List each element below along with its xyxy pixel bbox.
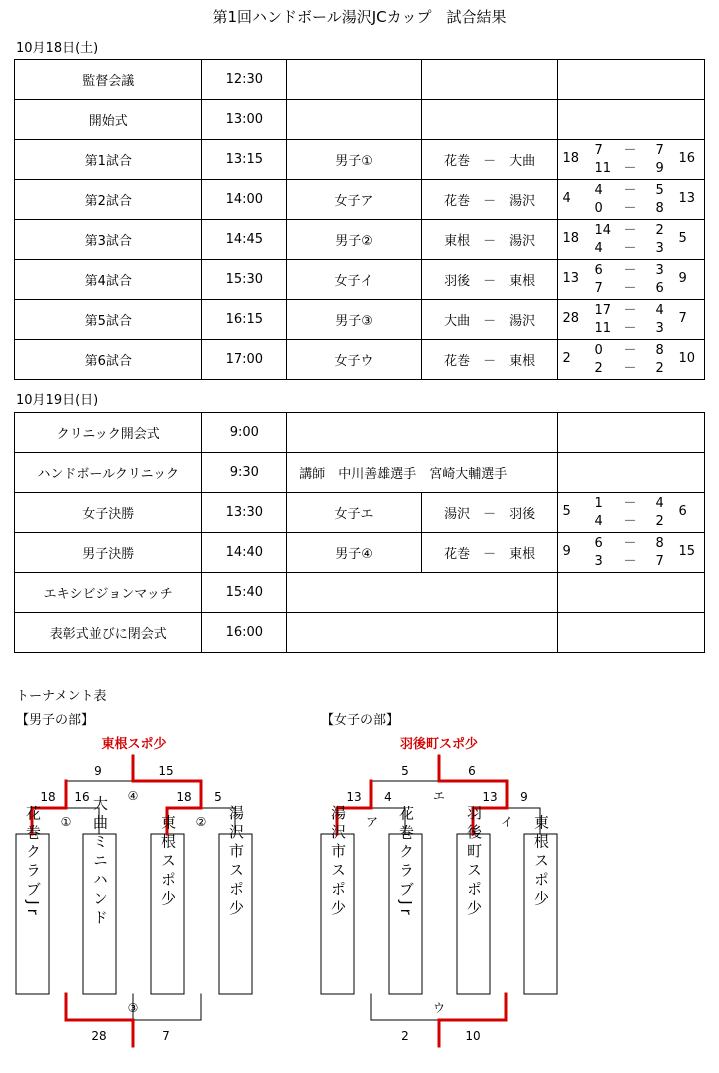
women-match-a-label: ア <box>365 815 379 829</box>
score-half2-left: 11 <box>594 161 612 176</box>
score-half1-right: 3 <box>655 263 664 278</box>
day1-date: 10月18日(土) <box>16 41 99 56</box>
score-right-total: 7 <box>678 311 687 326</box>
match-cell: 花巻 － 東根 <box>421 533 558 573</box>
women-team-name: 花巻クラブJr <box>397 805 415 919</box>
score-half2-right: 3 <box>655 241 664 256</box>
bracket-heading: トーナメント表 <box>16 689 107 704</box>
division-cell: 女子ア <box>287 180 422 220</box>
score-half2-right: 3 <box>655 321 664 336</box>
score-half1-left: 17 <box>594 303 612 318</box>
event-cell: クリニック開会式 <box>15 413 202 453</box>
women-section-label: 【女子の部】 <box>321 713 400 728</box>
score-half1-dash: － <box>623 496 637 511</box>
time-cell: 14:45 <box>202 220 287 260</box>
women-match-u-score-right: 10 <box>465 1029 481 1043</box>
women-team-name: 東根スポ少 <box>532 814 550 910</box>
score-half1-left: 7 <box>594 143 603 158</box>
score-half2-left: 4 <box>594 514 603 529</box>
score-left-total: 2 <box>562 351 571 366</box>
time-cell: 13:30 <box>202 493 287 533</box>
men-match-1-label: ① <box>60 815 72 829</box>
score-half2-dash: － <box>623 554 637 569</box>
score-left-total: 13 <box>562 271 580 286</box>
score-half1-dash: － <box>623 343 637 358</box>
time-cell: 13:15 <box>202 140 287 180</box>
men-match-3-score-right: 7 <box>162 1029 170 1043</box>
score-left-total: 18 <box>562 151 580 166</box>
event-cell: 監督会議 <box>15 60 202 100</box>
note-cell: 講師 中川善雄選手 宮崎大輔選手 <box>287 453 558 493</box>
score-half2-left: 11 <box>594 321 612 336</box>
score-half1-right: 7 <box>655 143 664 158</box>
match-cell: 湯沢 － 羽後 <box>421 493 558 533</box>
score-half2-left: 4 <box>594 241 603 256</box>
division-cell: 男子② <box>287 220 422 260</box>
time-cell: 16:00 <box>202 613 287 653</box>
men-team-name: 大曲ミニハンド <box>91 795 109 929</box>
women-match-a-score-right: 4 <box>384 790 392 804</box>
division-cell: 男子④ <box>287 533 422 573</box>
score-half2-dash: － <box>623 514 637 529</box>
women-match-u-label: ウ <box>432 1001 446 1015</box>
score-half1-right: 8 <box>655 343 664 358</box>
score-right-total: 15 <box>678 544 696 559</box>
event-cell: エキシビジョンマッチ <box>15 573 202 613</box>
event-cell: 男子決勝 <box>15 533 202 573</box>
event-cell: 表彰式並びに閉会式 <box>15 613 202 653</box>
match-cell: 東根 － 湯沢 <box>421 220 558 260</box>
women-final-score-left: 5 <box>401 764 409 778</box>
men-final-score-left: 9 <box>94 764 102 778</box>
score-half1-right: 2 <box>655 223 664 238</box>
men-match-1-score-right: 16 <box>74 790 90 804</box>
time-cell: 15:40 <box>202 573 287 613</box>
score-right-total: 9 <box>678 271 687 286</box>
men-team-name: 花巻クラブJr <box>24 805 42 919</box>
score-half1-left: 14 <box>594 223 612 238</box>
division-cell: 男子③ <box>287 300 422 340</box>
event-cell: 第2試合 <box>15 180 202 220</box>
women-match-e-label: エ <box>432 789 446 803</box>
time-cell: 12:30 <box>202 60 287 100</box>
score-left-total: 9 <box>562 544 571 559</box>
time-cell: 14:00 <box>202 180 287 220</box>
score-half1-dash: － <box>623 536 637 551</box>
time-cell: 14:40 <box>202 533 287 573</box>
women-match-a-score-left: 13 <box>346 790 362 804</box>
score-half2-left: 0 <box>594 201 603 216</box>
day2-date: 10月19日(日) <box>16 393 99 408</box>
women-match-i-score-right: 9 <box>520 790 528 804</box>
score-half2-right: 8 <box>655 201 664 216</box>
score-half1-right: 5 <box>655 183 664 198</box>
score-half1-left: 0 <box>594 343 603 358</box>
men-match-4-label: ④ <box>127 789 139 803</box>
division-cell: 女子エ <box>287 493 422 533</box>
score-half1-dash: － <box>623 223 637 238</box>
score-half1-right: 8 <box>655 536 664 551</box>
men-match-3-score-left: 28 <box>91 1029 107 1043</box>
score-half1-left: 1 <box>594 496 603 511</box>
men-match-2-score-left: 18 <box>176 790 192 804</box>
women-match-i-label: イ <box>500 815 514 829</box>
score-half1-right: 4 <box>655 303 664 318</box>
score-half1-dash: － <box>623 303 637 318</box>
score-half2-right: 7 <box>655 554 664 569</box>
score-half1-dash: － <box>623 263 637 278</box>
score-half1-right: 4 <box>655 496 664 511</box>
men-match-3-label: ③ <box>127 1001 139 1015</box>
score-right-total: 10 <box>678 351 696 366</box>
event-cell: 第6試合 <box>15 340 202 380</box>
men-match-2-label: ② <box>195 815 207 829</box>
score-half1-left: 4 <box>594 183 603 198</box>
division-cell: 女子ウ <box>287 340 422 380</box>
score-right-total: 5 <box>678 231 687 246</box>
event-cell: 女子決勝 <box>15 493 202 533</box>
event-cell: 第5試合 <box>15 300 202 340</box>
match-cell: 羽後 － 東根 <box>421 260 558 300</box>
score-half1-left: 6 <box>594 263 603 278</box>
score-right-total: 6 <box>678 504 687 519</box>
score-left-total: 18 <box>562 231 580 246</box>
event-cell: 開始式 <box>15 100 202 140</box>
time-cell: 9:00 <box>202 413 287 453</box>
score-half2-left: 3 <box>594 554 603 569</box>
score-half2-dash: － <box>623 321 637 336</box>
women-team-name: 湯沢市スポ少 <box>329 805 347 919</box>
women-team-name: 羽後町スポ少 <box>465 805 483 919</box>
score-left-total: 5 <box>562 504 571 519</box>
score-half2-right: 2 <box>655 361 664 376</box>
division-cell: 男子① <box>287 140 422 180</box>
time-cell: 13:00 <box>202 100 287 140</box>
score-half1-dash: － <box>623 143 637 158</box>
match-cell: 大曲 － 湯沢 <box>421 300 558 340</box>
score-left-total: 4 <box>562 191 571 206</box>
score-right-total: 16 <box>678 151 696 166</box>
time-cell: 9:30 <box>202 453 287 493</box>
match-cell: 花巻 － 大曲 <box>421 140 558 180</box>
score-half2-dash: － <box>623 161 637 176</box>
score-half2-left: 7 <box>594 281 603 296</box>
match-cell: 花巻 － 東根 <box>421 340 558 380</box>
women-match-i-score-left: 13 <box>482 790 498 804</box>
score-half2-right: 6 <box>655 281 664 296</box>
division-cell: 女子イ <box>287 260 422 300</box>
score-half2-dash: － <box>623 201 637 216</box>
men-team-name: 湯沢市スポ少 <box>227 805 245 919</box>
event-cell: ハンドボールクリニック <box>15 453 202 493</box>
men-match-1-score-left: 18 <box>40 790 56 804</box>
score-half2-left: 2 <box>594 361 603 376</box>
event-cell: 第4試合 <box>15 260 202 300</box>
score-half2-dash: － <box>623 361 637 376</box>
score-half2-dash: － <box>623 281 637 296</box>
score-half1-left: 6 <box>594 536 603 551</box>
match-cell: 花巻 － 湯沢 <box>421 180 558 220</box>
score-half1-dash: － <box>623 183 637 198</box>
event-cell: 第3試合 <box>15 220 202 260</box>
men-champion-label: 東根スポ少 <box>101 737 167 752</box>
men-match-2-score-right: 5 <box>214 790 222 804</box>
score-half2-dash: － <box>623 241 637 256</box>
time-cell: 16:15 <box>202 300 287 340</box>
men-final-score-right: 15 <box>158 764 174 778</box>
score-half2-right: 2 <box>655 514 664 529</box>
time-cell: 17:00 <box>202 340 287 380</box>
men-team-name: 東根スポ少 <box>159 814 177 910</box>
score-left-total: 28 <box>562 311 580 326</box>
women-match-u-score-left: 2 <box>401 1029 409 1043</box>
men-section-label: 【男子の部】 <box>16 713 95 728</box>
women-champion-label: 羽後町スポ少 <box>399 737 479 752</box>
women-final-score-right: 6 <box>468 764 476 778</box>
score-right-total: 13 <box>678 191 696 206</box>
page-title: 第1回ハンドボール湯沢JCカップ 試合結果 <box>212 8 507 26</box>
time-cell: 15:30 <box>202 260 287 300</box>
event-cell: 第1試合 <box>15 140 202 180</box>
score-half2-right: 9 <box>655 161 664 176</box>
